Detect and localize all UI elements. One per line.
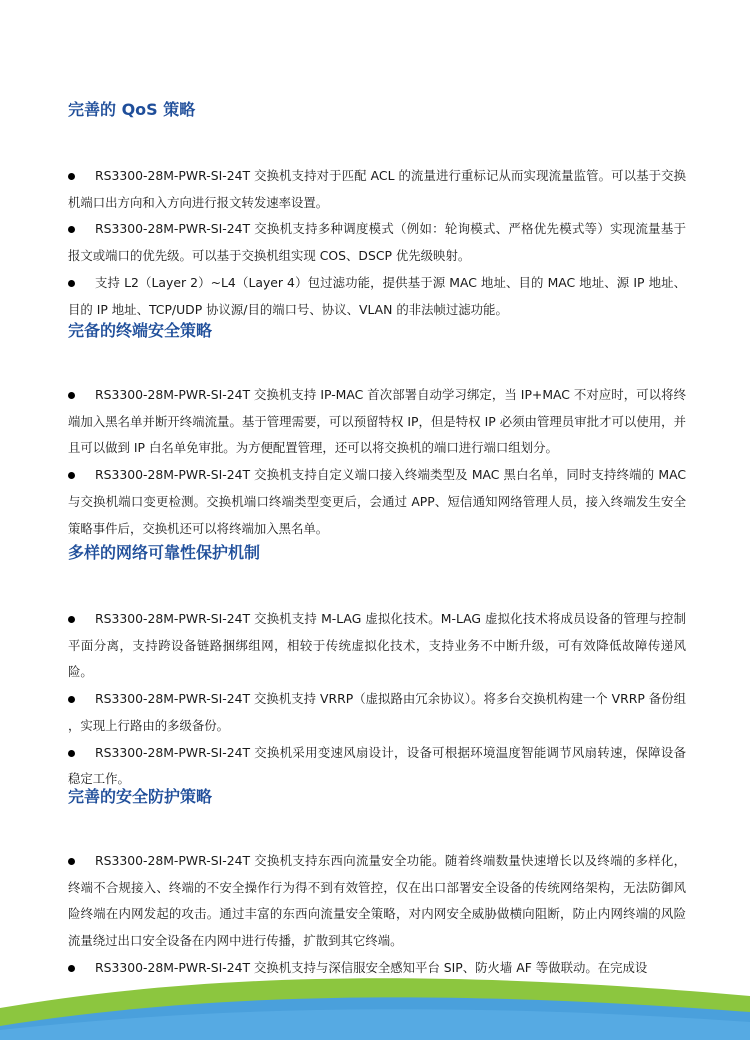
bullet-icon (68, 858, 75, 865)
list-item (68, 740, 686, 793)
section-security-protection (68, 786, 686, 982)
list-item (68, 848, 686, 955)
bullet-icon (68, 392, 75, 399)
section-heading: 完善的安全防护策略 (68, 787, 213, 806)
bullet-icon (68, 750, 75, 757)
bullet-icon (68, 173, 75, 180)
bullet-icon (68, 616, 75, 623)
section-heading: 完善的 QoS 策略 (68, 100, 196, 119)
section-reliability (68, 542, 686, 793)
bullet-list (68, 163, 686, 323)
list-item (68, 163, 686, 216)
item-text: RS3300-28M-PWR-SI-24T 交换机支持 M-LAG 虚拟化技术。M-LAG 虚拟化技术将成员设备的管理与控制平面分离，支持跨设备链路捆绑组网，相较于传统虚拟化技术，支持业务不中断升级，可有效降低故障传递风险。 (68, 611, 686, 680)
item-text: RS3300-28M-PWR-SI-24T 交换机支持 VRRP（虚拟路由冗余协议）。将多台交换机构建一个 VRRP 备份组 ，实现上行路由的多级备份。 (68, 691, 686, 733)
item-text: RS3300-28M-PWR-SI-24T 交换机支持 IP-MAC 首次部署自动学习绑定，当 IP+MAC 不对应时，可以将终端加入黑名单并断开终端流量。基于管理需要，可以预留特权 IP，但是特权 IP 必须由管理员审批才可以使用，并且可以做到 IP 白名单免审批。为方便配置管理，还可以将交换机的端口进行端口组划分。 (68, 387, 686, 456)
item-text: RS3300-28M-PWR-SI-24T 交换机支持多种调度模式（例如：轮询模式、严格优先模式等）实现流量基于报文或端口的优先级。可以基于交换机组实现 COS、DSCP 优先级映射。 (68, 221, 686, 264)
bullet-icon (68, 696, 75, 703)
bullet-list (68, 606, 686, 793)
list-item (68, 270, 686, 323)
list-item (68, 216, 686, 269)
section-terminal-security (68, 320, 686, 542)
list-item (68, 382, 686, 462)
list-item (68, 462, 686, 542)
list-item (68, 606, 686, 686)
item-text: RS3300-28M-PWR-SI-24T 交换机支持自定义端口接入终端类型及 MAC 黑白名单，同时支持终端的 MAC 与交换机端口变更检测。交换机端口终端类型变更后，会通过 APP、短信通知网络管理人员，接入终端发生安全策略事件后，交换机还可以将终端加入黑名单。 (68, 467, 686, 536)
item-text: RS3300-28M-PWR-SI-24T 交换机支持东西向流量安全功能。随着终端数量快速增长以及终端的多样化，终端不合规接入、终端的不安全操作行为得不到有效管控，仅在出口部署安全设备的传统网络架构，无法防御风险终端在内网发起的攻击。通过丰富的东西向流量安全策略，对内网安全威胁做横向阻断，防止内网终端的风险流量绕过出口安全设备在内网中进行传播，扩散到其它终端。 (68, 853, 686, 949)
bullet-icon (68, 472, 75, 479)
list-item (68, 686, 686, 739)
section-heading: 完备的终端安全策略 (68, 321, 213, 340)
item-text: RS3300-28M-PWR-SI-24T 交换机采用变速风扇设计，设备可根据环境温度智能调节风扇转速，保障设备稳定工作。 (68, 744, 686, 787)
item-text: 支持 L2（Layer 2）~L4（Layer 4）包过滤功能，提供基于源 MAC 地址、目的 MAC 地址、源 IP 地址、目的 IP 地址、TCP/UDP 协议源/目的端口号、协议、VLAN 的非法帧过滤功能。 (68, 274, 686, 317)
bullet-list (68, 382, 686, 542)
bullet-icon (68, 280, 75, 287)
item-text: RS3300-28M-PWR-SI-24T 交换机支持与深信服安全感知平台 SIP、防火墙 AF 等做联动。在完成设 (95, 959, 648, 975)
footer-wave-decoration (0, 960, 750, 1040)
section-qos (68, 99, 686, 323)
item-text: RS3300-28M-PWR-SI-24T 交换机支持对于匹配 ACL 的流量进行重标记从而实现流量监管。可以基于交换机端口出方向和入方向进行报文转发速率设置。 (68, 168, 686, 210)
section-heading: 多样的网络可靠性保护机制 (68, 543, 261, 562)
bullet-icon (68, 226, 75, 233)
